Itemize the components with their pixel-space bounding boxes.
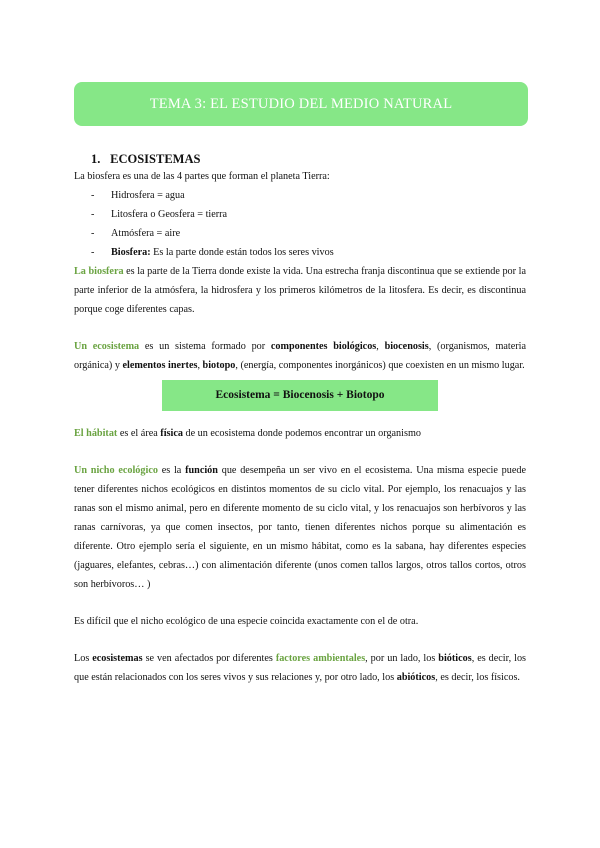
list-item: - Hidrosfera = agua <box>91 190 185 201</box>
document-body <box>74 151 526 687</box>
term-biosfera: La biosfera <box>74 266 124 277</box>
page-title: TEMA 3: EL ESTUDIO DEL MEDIO NATURAL <box>149 95 453 112</box>
formula-text: Ecosistema = Biocenosis + Biotopo <box>215 389 385 401</box>
paragraph-biosfera: La biosfera es la parte de la Tierra donde existe la vida. Una estrecha franja discontinua que se extiende por la parte inferior de la atmósfera, la hidrosfera y los primeros kilómetros de la litosfera. Es decir, es discontinua porque coge diferentes capas. <box>74 266 526 315</box>
term-nicho: Un nicho ecológico <box>74 465 158 476</box>
paragraph-habitat: El hábitat es el área física de un ecosistema donde podemos encontrar un organismo <box>74 428 421 439</box>
paragraph-ecosistema: Un ecosistema es un sistema formado por componentes biológicos, biocenosis, (organismos, materia orgánica) y elementos inertes, biotopo, (energía, componentes inorgánicos) que coexisten en un mismo lugar. <box>74 341 527 371</box>
term-factores: factores ambientales <box>275 653 366 664</box>
spheres-list <box>74 186 526 262</box>
list-item: - Atmósfera = aire <box>91 228 181 239</box>
paragraph-dificil: Es difícil que el nicho ecológico de una especie coincida exactamente con el de otra. <box>74 616 419 627</box>
section-title: ECOSISTEMAS <box>110 152 201 166</box>
list-item: - Litosfera o Geosfera = tierra <box>91 209 228 220</box>
intro-text: La biosfera es una de las 4 partes que forman el planeta Tierra: <box>74 171 330 182</box>
title-banner <box>74 82 528 126</box>
formula-box <box>162 380 438 411</box>
section-number: 1. <box>91 152 101 166</box>
list-item: - Biosfera: Es la parte donde están todos los seres vivos <box>91 247 334 258</box>
paragraph-nicho: Un nicho ecológico es la función que desempeña un ser vivo en el ecosistema. Una misma especie puede tener diferentes nichos ecológicos en distintos momentos de su ciclo vital. Por ejemplo, los renacuajos y las ranas son el mismo animal, pero en diferente momento de su ciclo vital, y los renacuajos son herbívoros y las ranas carnívoras, ya que comen insectos, por tanto, tienen diferentes nichos porque su alimentación es diferente. Otro ejemplo sería el siguiente, en un mismo hábitat, como es la sabana, hay diferentes especies (jaguares, elefantes, cebras…) con alimentación diferente (unos comen tallos largos, otros tallos cortos, otros son herbívoros… ) <box>74 465 526 590</box>
term-habitat: El hábitat <box>74 428 118 439</box>
section-heading <box>91 151 526 167</box>
paragraph-factores: Los ecosistemas se ven afectados por diferentes factores ambientales, por un lado, los bióticos, es decir, los que están relacionados con los seres vivos y sus relaciones y, por otro lado, los abióticos, es decir, los físicos. <box>74 653 527 683</box>
term-ecosistema: Un ecosistema <box>74 341 140 352</box>
